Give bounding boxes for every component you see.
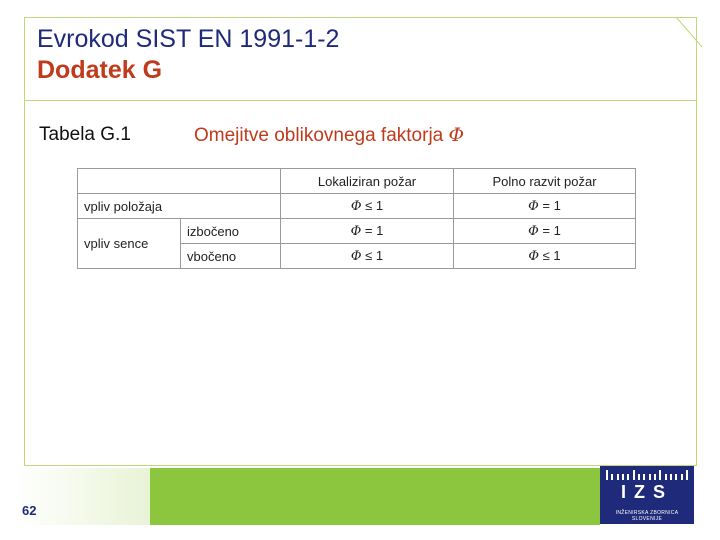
caption-phi-symbol: Φ	[448, 124, 465, 146]
logo-text: IZS	[620, 482, 673, 502]
cell-localized: Φ = 1	[281, 219, 454, 244]
footer-green-bar	[150, 468, 600, 525]
title-divider	[24, 100, 697, 101]
header-localized-fire: Lokaliziran požar	[281, 169, 454, 194]
cell-full: Φ = 1	[454, 219, 636, 244]
row-label-shadow: vpliv sence	[78, 219, 181, 269]
cell-full: Φ = 1	[454, 194, 636, 219]
header-full-fire: Polno razvit požar	[454, 169, 636, 194]
izs-logo	[600, 466, 694, 524]
slide-title	[37, 24, 339, 86]
frame-corner-decoration	[670, 14, 706, 50]
row-sub-convex: izbočeno	[181, 219, 281, 244]
table-caption-title	[194, 124, 464, 147]
logo-ruler-ticks	[606, 470, 688, 480]
limits-table	[77, 168, 636, 269]
cell-localized: Φ ≤ 1	[281, 194, 454, 219]
row-sub-concave: vbočeno	[181, 244, 281, 269]
logo-subtitle: INŽENIRSKA ZBORNICA SLOVENIJE	[615, 510, 679, 522]
table-header-row	[78, 169, 636, 194]
title-line-2: Dodatek G	[37, 56, 163, 84]
page-number: 62	[22, 503, 37, 518]
row-label-position: vpliv položaja	[78, 194, 281, 219]
table-caption-label: Tabela G.1	[39, 124, 131, 145]
table-row	[78, 219, 636, 244]
title-line-1: Evrokod SIST EN 1991-1-2	[37, 25, 340, 53]
caption-title-text: Omejitve oblikovnega faktorja	[194, 125, 449, 146]
header-empty-cell	[78, 169, 281, 194]
table-row	[78, 194, 636, 219]
cell-localized: Φ ≤ 1	[281, 244, 454, 269]
cell-full: Φ ≤ 1	[454, 244, 636, 269]
